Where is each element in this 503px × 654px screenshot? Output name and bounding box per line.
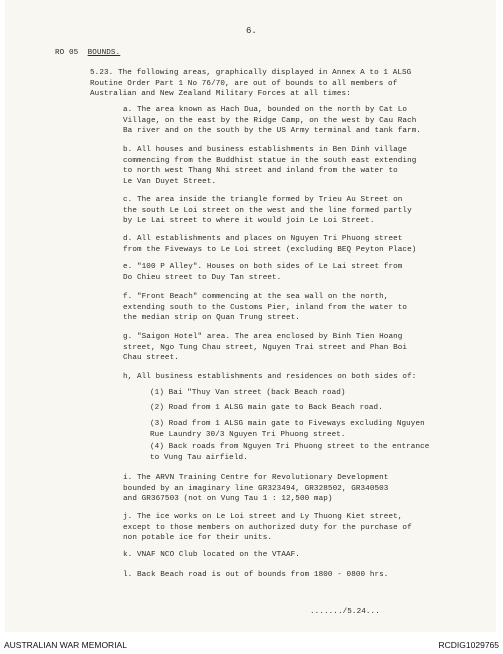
paragraph-h3: (3) Road from 1 ALSG main gate to Fiveways excluding Nguyen Rue Laundry 30/3 Nguyen Tri Phuong street. — [150, 420, 425, 439]
paragraph-k: k. VNAF NCO Club located on the VTAAF. — [123, 551, 300, 559]
paragraph-h4: (4) Back roads from Nguyen Tri Phuong street to the entrance to Vung Tau airfield. — [150, 443, 430, 462]
paragraph-c: c. The area inside the triangle formed by Trieu Au Street on the south Le Loi street on the west and the line formed partly by Le Lai street to where it would join Le Loi Street. — [123, 196, 412, 226]
heading-title: BOUNDS. — [87, 49, 121, 57]
paragraph-intro: 5.23. The following areas, graphically displayed in Annex A to 1 ALSG Routine Order Part 1 No 76/70, are out of bounds to all members of Australian and New Zealand Military Forces at all times: — [90, 69, 412, 99]
archive-reference: RCDIG1029765 — [438, 640, 499, 650]
paragraph-h: h, All business establishments and residences on both sides of: — [123, 373, 417, 381]
paragraph-i: i. The ARVN Training Centre for Revolutionary Development bounded by an imaginary line GR323494, GR328502, GR340503 and GR367503 (not on Vung Tau 1 : 12,500 map) — [123, 474, 389, 504]
page-number: 6. — [246, 26, 257, 36]
archive-name: AUSTRALIAN WAR MEMORIAL — [4, 640, 127, 650]
continuation-marker: ......./5.24... — [310, 608, 380, 616]
heading-prefix: RO 05 — [55, 49, 79, 57]
document-page — [5, 0, 496, 632]
paragraph-h1: (1) Bai "Thuy Van street (back Beach road) — [150, 389, 346, 397]
paragraph-g: g. "Saigon Hotel" area. The area enclosed by Binh Tien Hoang street, Ngo Tung Chau street, Nguyen Trai street and Phan Boi Chau street. — [123, 333, 408, 363]
paragraph-l: l. Back Beach road is out of bounds from 1800 - 0800 hrs. — [123, 571, 389, 579]
paragraph-j: j. The ice works on Le Loi street and Ly Thuong Kiet street, except to those members on authorized duty for the purchase of non potable ice for their units. — [123, 513, 412, 543]
paragraph-a: a. The area known as Hach Dua, bounded on the north by Cat Lo Village, on the east by the Ridge Camp, on the west by Cau Rach Ba river and on the south by the US Army terminal and tank farm. — [123, 106, 422, 136]
section-heading — [55, 48, 120, 59]
paragraph-e: e. "100 P Alley". Houses on both sides of Le Lai street from Do Chieu street to Duy Tan street. — [123, 263, 403, 282]
paragraph-b: b. All houses and business establishments in Ben Dinh village commencing from the Buddhist statue in the south east extending to north west Thang Nhi street and inland from the water to Le Van Duyet Street. — [123, 146, 417, 186]
paragraph-f: f. "Front Beach" commencing at the sea wall on the north, extending south to the Customs Pier, inland from the water to the median strip on Quan Trung street. — [123, 293, 408, 323]
paragraph-d: d. All establishments and places on Nguyen Tri Phuong street from the Fiveways to Le Loi street (excluding BEQ Peyton Place) — [123, 235, 417, 254]
paragraph-h2: (2) Road from 1 ALSG main gate to Back Beach road. — [150, 404, 383, 412]
archive-footer — [0, 636, 503, 654]
